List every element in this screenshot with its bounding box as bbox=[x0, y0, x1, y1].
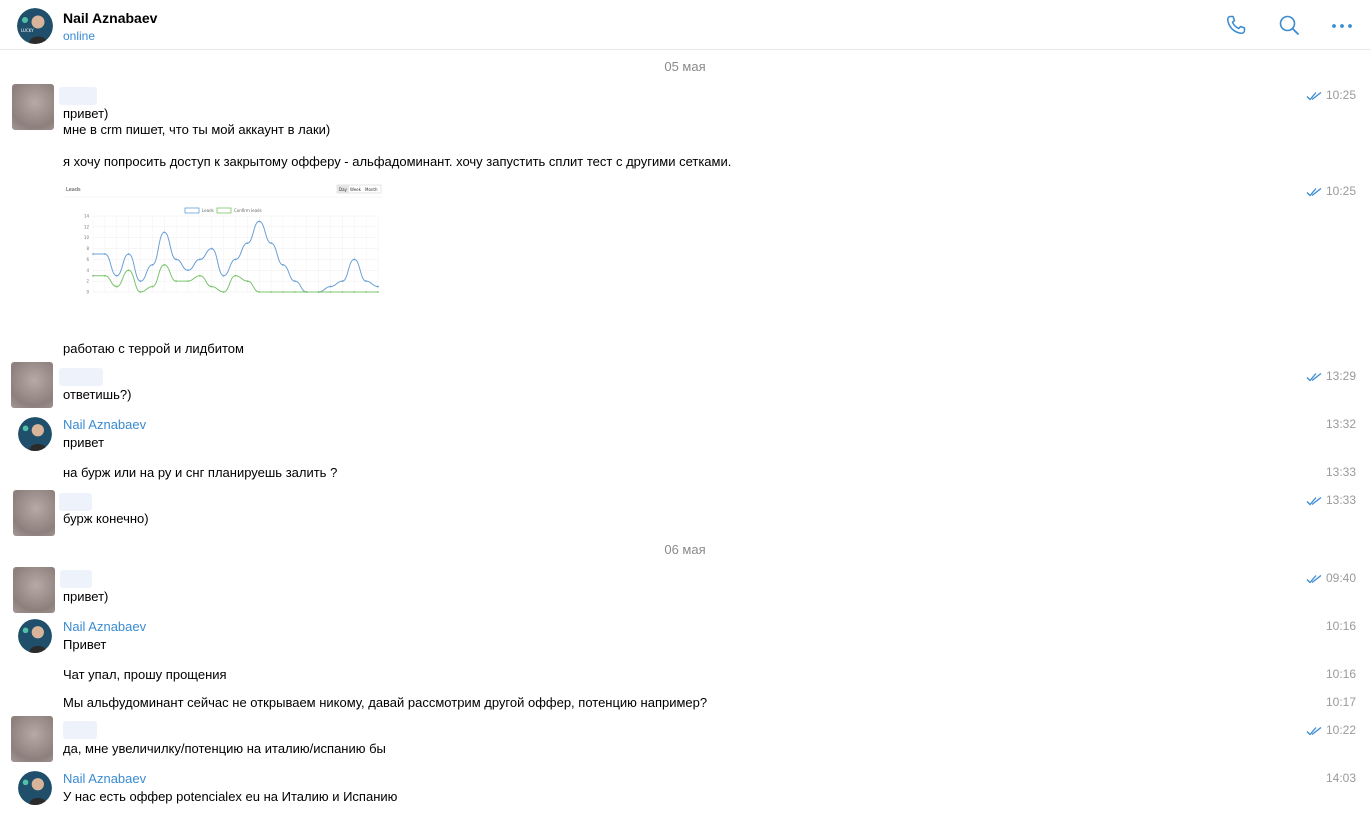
message-text: Привет bbox=[63, 637, 107, 652]
data-point bbox=[140, 280, 142, 282]
more-dots-icon[interactable] bbox=[1330, 13, 1354, 37]
message-time: 13:33 bbox=[1325, 465, 1356, 479]
data-point bbox=[365, 291, 367, 293]
avatar[interactable] bbox=[18, 417, 52, 451]
contact-avatar[interactable] bbox=[17, 8, 53, 44]
sender-name[interactable]: Nail Aznabaev bbox=[63, 771, 147, 786]
data-point bbox=[377, 286, 379, 288]
avatar[interactable] bbox=[18, 619, 52, 653]
tab-day: Day bbox=[339, 187, 347, 192]
data-point bbox=[235, 259, 237, 261]
data-point bbox=[270, 291, 272, 293]
data-point bbox=[163, 231, 165, 233]
data-point bbox=[282, 264, 284, 266]
legend-leads: Leads bbox=[202, 208, 214, 213]
chart-title: Leads bbox=[66, 187, 81, 193]
data-point bbox=[92, 253, 94, 255]
double-check-icon bbox=[1306, 187, 1322, 197]
tab-month: Month bbox=[365, 187, 378, 192]
message-time: 13:33 bbox=[1306, 493, 1356, 507]
message-text: мне в crm пишет, что ты мой аккаунт в лаки) bbox=[63, 122, 331, 137]
data-point bbox=[104, 253, 106, 255]
double-check-icon bbox=[1306, 574, 1322, 584]
message-time: 10:16 bbox=[1325, 667, 1356, 681]
data-point bbox=[294, 280, 296, 282]
message-time: 13:29 bbox=[1306, 369, 1356, 383]
contact-status: online bbox=[63, 29, 96, 43]
data-point bbox=[151, 264, 153, 266]
y-tick-label: 14 bbox=[83, 213, 89, 219]
message-text: бурж конечно) bbox=[63, 511, 149, 526]
avatar[interactable] bbox=[11, 362, 53, 408]
data-point bbox=[330, 291, 332, 293]
legend-confirm-leads: Confirm leads bbox=[234, 208, 262, 213]
message-text: У нас есть оффер potencialex eu на Италию и Испанию bbox=[63, 789, 398, 804]
y-tick-label: 10 bbox=[83, 235, 89, 241]
sender-name[interactable]: Nail Aznabaev bbox=[63, 417, 147, 432]
y-tick-label: 4 bbox=[86, 267, 89, 273]
message-time: 10:25 bbox=[1306, 88, 1356, 102]
data-point bbox=[306, 291, 308, 293]
sender-name-hidden[interactable] bbox=[60, 570, 92, 588]
message-text: работаю с террой и лидбитом bbox=[63, 341, 244, 356]
legend-swatch-confirm bbox=[217, 208, 231, 213]
data-point bbox=[187, 280, 189, 282]
message-text: привет) bbox=[63, 106, 109, 121]
data-point bbox=[116, 286, 118, 288]
date-separator: 06 мая bbox=[664, 542, 706, 557]
chat-header bbox=[0, 0, 1370, 50]
date-separator: 05 мая bbox=[664, 59, 706, 74]
data-point bbox=[235, 275, 237, 277]
data-point bbox=[341, 291, 343, 293]
double-check-icon bbox=[1306, 372, 1322, 382]
data-point bbox=[104, 275, 106, 277]
data-point bbox=[341, 280, 343, 282]
avatar[interactable] bbox=[13, 567, 55, 613]
data-point bbox=[116, 275, 118, 277]
message-time: 10:16 bbox=[1325, 619, 1356, 633]
data-point bbox=[199, 259, 201, 261]
data-point bbox=[128, 269, 130, 271]
data-point bbox=[223, 275, 225, 277]
data-point bbox=[258, 291, 260, 293]
message-text: на бурж или на ру и снг планируешь залить ? bbox=[63, 465, 338, 480]
sender-name[interactable]: Nail Aznabaev bbox=[63, 619, 147, 634]
double-check-icon bbox=[1306, 91, 1322, 101]
data-point bbox=[270, 242, 272, 244]
leads-chart bbox=[63, 180, 383, 328]
double-check-icon bbox=[1306, 496, 1322, 506]
y-tick-label: 8 bbox=[86, 246, 89, 252]
double-check-icon bbox=[1306, 726, 1322, 736]
message-time: 14:03 bbox=[1325, 771, 1356, 785]
message-text: привет bbox=[63, 435, 105, 450]
data-point bbox=[318, 291, 320, 293]
message-time: 10:22 bbox=[1306, 723, 1356, 737]
data-point bbox=[377, 291, 379, 293]
sender-name-hidden[interactable] bbox=[59, 368, 103, 386]
data-point bbox=[211, 286, 213, 288]
message-text: Чат упал, прошу прощения bbox=[63, 667, 227, 682]
message-text: да, мне увеличилку/потенцию на италию/испанию бы bbox=[63, 741, 386, 756]
data-point bbox=[211, 248, 213, 250]
data-point bbox=[92, 275, 94, 277]
y-tick-label: 2 bbox=[86, 278, 89, 284]
y-tick-label: 0 bbox=[86, 289, 89, 295]
data-point bbox=[365, 280, 367, 282]
message-time: 09:40 bbox=[1306, 571, 1356, 585]
data-point bbox=[258, 221, 260, 223]
data-point bbox=[223, 291, 225, 293]
message-time: 10:17 bbox=[1325, 695, 1356, 709]
data-point bbox=[187, 269, 189, 271]
avatar[interactable] bbox=[12, 84, 54, 130]
message-text: Мы альфудоминант сейчас не открываем никому, давай рассмотрим другой оффер, потенцию например? bbox=[63, 695, 708, 710]
data-point bbox=[353, 291, 355, 293]
data-point bbox=[246, 242, 248, 244]
sender-name-hidden[interactable] bbox=[59, 87, 97, 105]
message-text: я хочу попросить доступ к закрытому офферу - альфадоминант. хочу запустить сплит тест с другими сетками. bbox=[63, 154, 732, 169]
avatar[interactable] bbox=[11, 716, 53, 762]
image-attachment[interactable] bbox=[63, 180, 383, 328]
avatar[interactable] bbox=[18, 771, 52, 805]
search-icon[interactable] bbox=[1277, 13, 1301, 37]
data-point bbox=[163, 264, 165, 266]
y-tick-label: 6 bbox=[86, 256, 89, 262]
svg-text:LUCKY: LUCKY bbox=[21, 28, 34, 33]
data-point bbox=[330, 286, 332, 288]
data-point bbox=[246, 280, 248, 282]
data-point bbox=[140, 291, 142, 293]
legend-swatch-leads bbox=[185, 208, 199, 213]
message-time: 10:25 bbox=[1306, 184, 1356, 198]
data-point bbox=[151, 286, 153, 288]
tab-week: Week bbox=[350, 187, 361, 192]
y-tick-label: 12 bbox=[83, 224, 89, 230]
sender-name-hidden[interactable] bbox=[63, 721, 97, 739]
data-point bbox=[353, 259, 355, 261]
sender-name-hidden[interactable] bbox=[59, 493, 92, 511]
message-text: ответишь?) bbox=[63, 387, 132, 402]
phone-icon[interactable] bbox=[1224, 13, 1248, 37]
data-point bbox=[199, 275, 201, 277]
data-point bbox=[282, 291, 284, 293]
message-text: привет) bbox=[63, 589, 109, 604]
data-point bbox=[128, 253, 130, 255]
data-point bbox=[175, 259, 177, 261]
data-point bbox=[175, 280, 177, 282]
message-time: 13:32 bbox=[1325, 417, 1356, 431]
data-point bbox=[294, 291, 296, 293]
avatar[interactable] bbox=[13, 490, 55, 536]
contact-name[interactable]: Nail Aznabaev bbox=[63, 10, 158, 26]
